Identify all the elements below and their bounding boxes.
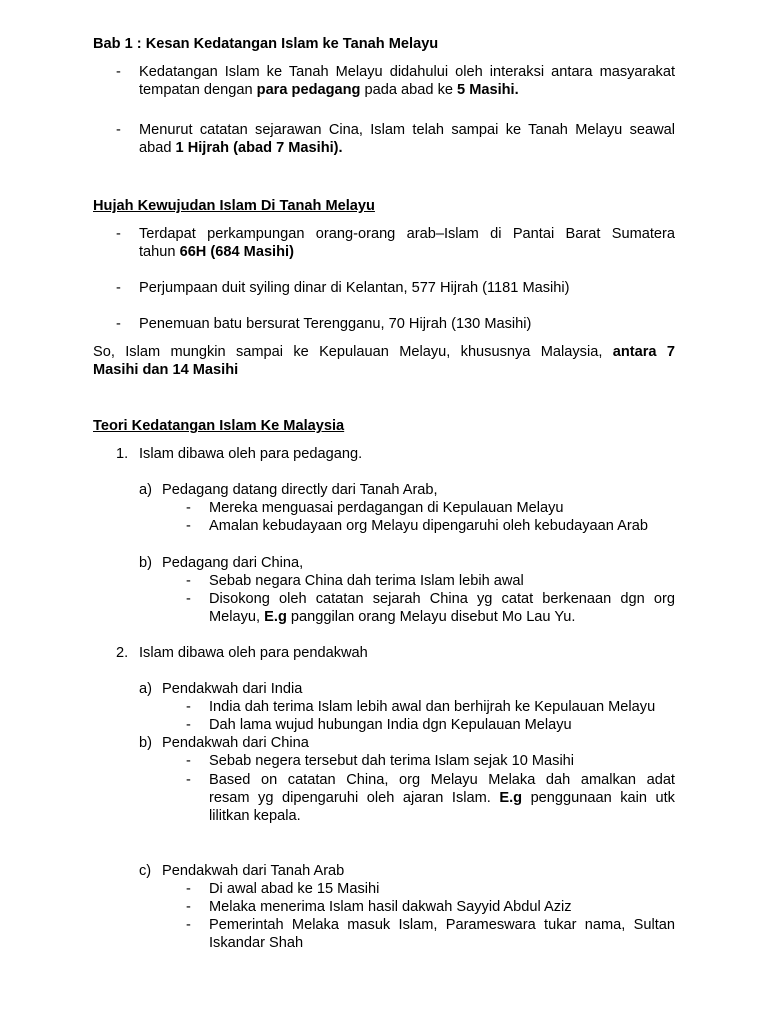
sub-b-dash2-line1: Disokong oleh catatan sejarah China yg catat berkenaan dgn org — [209, 591, 675, 607]
dash: - — [186, 717, 191, 733]
dash: - — [186, 753, 191, 769]
teori-item1: Islam dibawa oleh para pedagang. — [139, 446, 363, 462]
hujah-item2: Perjumpaan duit syiling dinar di Kelantan, 577 Hijrah (1181 Masihi) — [139, 280, 570, 296]
dash: - — [186, 917, 191, 933]
sub-pc-dash3-line1: Pemerintah Melaka masuk Islam, Parameswara tukar nama, Sultan — [209, 917, 675, 933]
teori-heading: Teori Kedatangan Islam Ke Malaysia — [93, 418, 345, 434]
dash: - — [186, 899, 191, 915]
hujah-heading: Hujah Kewujudan Islam Di Tanah Melayu — [93, 198, 375, 214]
sub-pb-dash1: Sebab negera tersebut dah terima Islam sejak 10 Masihi — [209, 753, 575, 769]
label-a: a) — [139, 482, 152, 498]
sub-pb-text: Pendakwah dari China — [162, 735, 309, 751]
sub-pb-dash2-line2: resam yg dipengaruhi oleh ajaran Islam. E.g penggunaan kain utk — [209, 790, 675, 806]
dash: - — [116, 226, 121, 242]
sub-pb-dash2-line1: Based on catatan China, org Melayu Melaka dah amalkan adat — [209, 772, 675, 788]
dash: - — [116, 64, 121, 80]
sub-pa-dash1: India dah terima Islam lebih awal dan berhijrah ke Kepulauan Melayu — [209, 699, 656, 715]
dash: - — [186, 518, 191, 534]
intro-p1-line1: Kedatangan Islam ke Tanah Melayu didahului oleh interaksi antara masyarakat — [139, 64, 675, 80]
teori-item2: Islam dibawa oleh para pendakwah — [139, 645, 368, 661]
sub-a-dash2: Amalan kebudayaan org Melayu dipengaruhi oleh kebudayaan Arab — [209, 518, 648, 534]
hujah-item1-line1: Terdapat perkampungan orang-orang arab–Islam di Pantai Barat Sumatera — [139, 226, 675, 242]
sub-pc-dash3-line2: Iskandar Shah — [209, 935, 304, 951]
sub-a-dash1: Mereka menguasai perdagangan di Kepulauan Melayu — [209, 500, 564, 516]
sub-pa-text: Pendakwah dari India — [162, 681, 303, 697]
document-title: Bab 1 : Kesan Kedatangan Islam ke Tanah Melayu — [93, 36, 439, 52]
list-number-1: 1. — [116, 446, 129, 462]
sub-pc-text: Pendakwah dari Tanah Arab — [162, 863, 345, 879]
sub-pb-dash2-line3: lilitkan kepala. — [209, 808, 301, 824]
list-number-2: 2. — [116, 645, 129, 661]
sub-pa-dash2: Dah lama wujud hubungan India dgn Kepulauan Melayu — [209, 717, 572, 733]
hujah-item1-line2: tahun 66H (684 Masihi) — [139, 244, 294, 260]
label-b: b) — [139, 735, 152, 751]
sub-pc-dash2: Melaka menerima Islam hasil dakwah Sayyid Abdul Aziz — [209, 899, 572, 915]
dash: - — [116, 316, 121, 332]
sub-pc-dash1: Di awal abad ke 15 Masihi — [209, 881, 380, 897]
intro-p2-line2: abad 1 Hijrah (abad 7 Masihi). — [139, 140, 343, 156]
dash: - — [186, 699, 191, 715]
hujah-summary-line1: So, Islam mungkin sampai ke Kepulauan Melayu, khususnya Malaysia, antara 7 — [93, 344, 675, 360]
dash: - — [186, 591, 191, 607]
dash: - — [186, 772, 191, 788]
label-b: b) — [139, 555, 152, 571]
hujah-item3: Penemuan batu bersurat Terengganu, 70 Hijrah (130 Masihi) — [139, 316, 532, 332]
dash: - — [186, 500, 191, 516]
label-c: c) — [139, 863, 152, 879]
dash: - — [186, 881, 191, 897]
intro-p1-line2: tempatan dengan para pedagang pada abad ke 5 Masihi. — [139, 82, 519, 98]
sub-b-dash2-line2: Melayu, E.g panggilan orang Melayu disebut Mo Lau Yu. — [209, 609, 576, 625]
dash: - — [116, 280, 121, 296]
sub-b-dash1: Sebab negara China dah terima Islam lebih awal — [209, 573, 524, 589]
intro-p2-line1: Menurut catatan sejarawan Cina, Islam telah sampai ke Tanah Melayu seawal — [139, 122, 675, 138]
dash: - — [186, 573, 191, 589]
sub-b-text: Pedagang dari China, — [162, 555, 304, 571]
dash: - — [116, 122, 121, 138]
hujah-summary-line2: Masihi dan 14 Masihi — [93, 362, 239, 378]
sub-a-text: Pedagang datang directly dari Tanah Arab, — [162, 482, 438, 498]
label-a: a) — [139, 681, 152, 697]
